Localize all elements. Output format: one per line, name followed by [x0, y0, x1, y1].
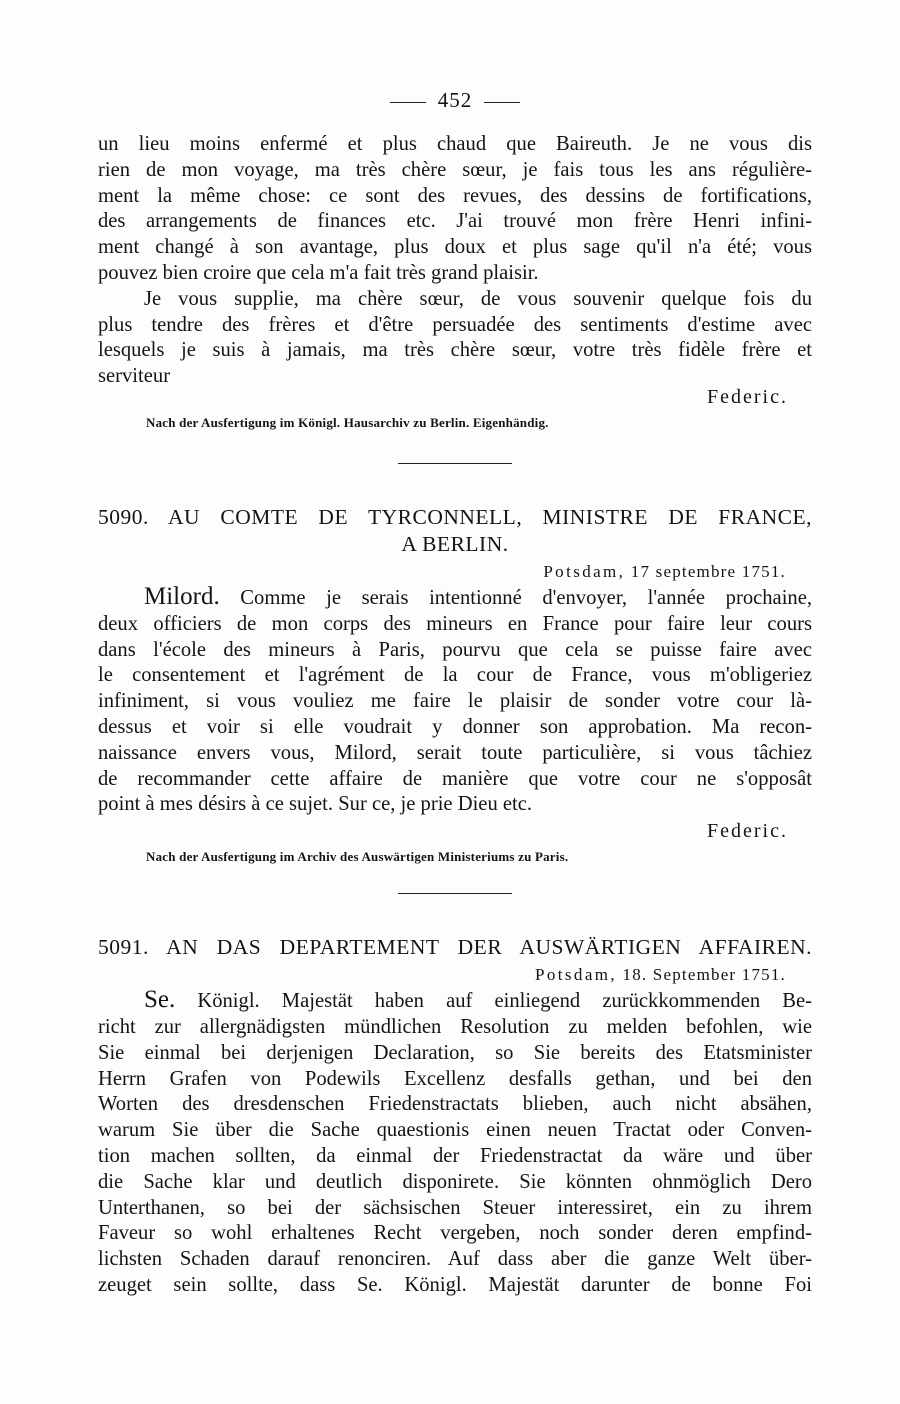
text-line: pouvez bien croire que cela m'a fait très grand plaisir. — [98, 261, 539, 284]
page-number-dash-left — [390, 102, 426, 103]
text-line: deux officiers de mon corps des mineurs en France pour faire leur cours — [98, 612, 812, 635]
dateline-5091 — [98, 965, 786, 985]
closing-paragraph — [98, 287, 812, 390]
heading-line: 5091. AN DAS DEPARTEMENT DER AUSWÄRTIGEN AFFAIREN. — [98, 935, 812, 960]
opening-word: Milord. — [144, 582, 220, 610]
text-line: Herrn Grafen von Podewils Excellenz desfalls gethan, und bei den — [98, 1067, 812, 1090]
text-line — [98, 987, 812, 1015]
text-line: lesquels je suis à jamais, ma très chère sœur, votre très fidèle frère et — [98, 339, 812, 362]
text-line: zeuget sein sollte, dass Se. Königl. Majestät darunter de bonne Foi — [98, 1273, 812, 1296]
text-line: plus tendre des frères et d'être persuadée des sentiments d'estime avec — [98, 313, 812, 336]
dateline-date: 18. September 1751. — [622, 965, 786, 985]
text-line-rest: Comme je serais intentionné d'envoyer, l'année prochaine, — [219, 586, 812, 609]
dateline-place: Potsdam, — [543, 561, 626, 581]
text-line: des arrangements de finances etc. J'ai trouvé mon frère Henri infini- — [98, 210, 812, 233]
signature: Federic. — [707, 820, 788, 843]
opening-word: Se. — [144, 986, 176, 1014]
page-number-header — [98, 88, 812, 118]
letter-heading-5090 — [98, 504, 812, 558]
letter-body-5090 — [98, 584, 812, 818]
text-line: lichsten Schaden darauf renonciren. Auf dass aber die ganze Welt über- — [98, 1248, 812, 1271]
text-line: richt zur allergnädigsten mündlichen Resolution zu melden befohlen, wie — [98, 1015, 812, 1038]
signature: Federic. — [707, 385, 788, 408]
text-line: de recommander cette affaire de manière que votre cour ne s'opposât — [98, 767, 812, 790]
page-number-dash-right — [484, 102, 520, 103]
text-line: un lieu moins enfermé et plus chaud que Baireuth. Je ne vous dis — [98, 133, 812, 155]
text-line: ment la même chose: ce sont des revues, des dessins de fortifications, — [98, 184, 812, 207]
text-line: rien de mon voyage, ma très chère sœur, je fais tous les ans régulière- — [98, 158, 812, 181]
dateline-place: Potsdam, — [535, 965, 618, 985]
text-line: tion machen sollten, da einmal der Friedenstractat da wäre und über — [98, 1144, 812, 1167]
text-line — [98, 584, 812, 612]
text-line: point à mes désirs à ce sujet. Sur ce, je prie Dieu etc. — [98, 793, 533, 816]
text-line: warum Sie über die Sache quaestionis einen neuen Tractat oder Conven- — [98, 1119, 812, 1142]
text-line-rest: Königl. Majestät haben auf einliegend zurückkommenden Be- — [175, 990, 812, 1013]
text-line: serviteur — [98, 365, 171, 388]
letter-heading-5091 — [98, 934, 812, 961]
text-line: Unterthanen, so bei der sächsischen Steuer interessiret, ein zu ihrem — [98, 1196, 812, 1219]
text-line: Worten des dresdenschen Friedenstractats blieben, auch nicht absähen, — [98, 1093, 812, 1116]
text-line: Je vous supplie, ma chère sœur, de vous souvenir quelque fois du — [144, 287, 812, 310]
document-page — [98, 88, 812, 1299]
page-number: 452 — [437, 88, 473, 112]
heading-line: 5090. AU COMTE DE TYRCONNELL, MINISTRE DE FRANCE, — [98, 504, 812, 529]
text-line: naissance envers vous, Milord, serait toute particulière, si vous tâchiez — [98, 741, 812, 764]
source-note: Nach der Ausfertigung im Archiv des Auswärtigen Ministeriums zu Paris. — [146, 849, 569, 865]
text-line: dans l'école des mineurs à Paris, pourvu que cela se puisse faire avec — [98, 638, 812, 661]
dateline-date: 17 septembre 1751. — [630, 561, 786, 581]
text-line: dessus et voir si elle voudrait y donner son approbation. Ma recon- — [98, 715, 812, 738]
text-line: Sie einmal bei derjenigen Declaration, so Sie bereits des Etatsminister — [98, 1041, 812, 1064]
continuation-paragraph — [98, 132, 812, 287]
text-line: die Sache klar und deutlich disponirete. Sie könnten ohnmöglich Dero — [98, 1170, 812, 1193]
text-line: le consentement et l'agrément de la cour de France, vous m'obligeriez — [98, 664, 812, 687]
text-line: Faveur so wohl erhaltenes Recht vergeben, noch sonder deren empfind- — [98, 1222, 812, 1245]
text-line: infiniment, si vous vouliez me faire le plaisir de sonder votre cour là- — [98, 690, 812, 713]
dateline-5090 — [98, 562, 786, 582]
text-line: ment changé à son avantage, plus doux et plus sage qu'il n'a été; vous — [98, 236, 812, 259]
letter-body-5091 — [98, 987, 812, 1299]
source-note: Nach der Ausfertigung im Königl. Hausarchiv zu Berlin. Eigenhändig. — [146, 414, 549, 430]
heading-line: A BERLIN. — [401, 531, 509, 556]
